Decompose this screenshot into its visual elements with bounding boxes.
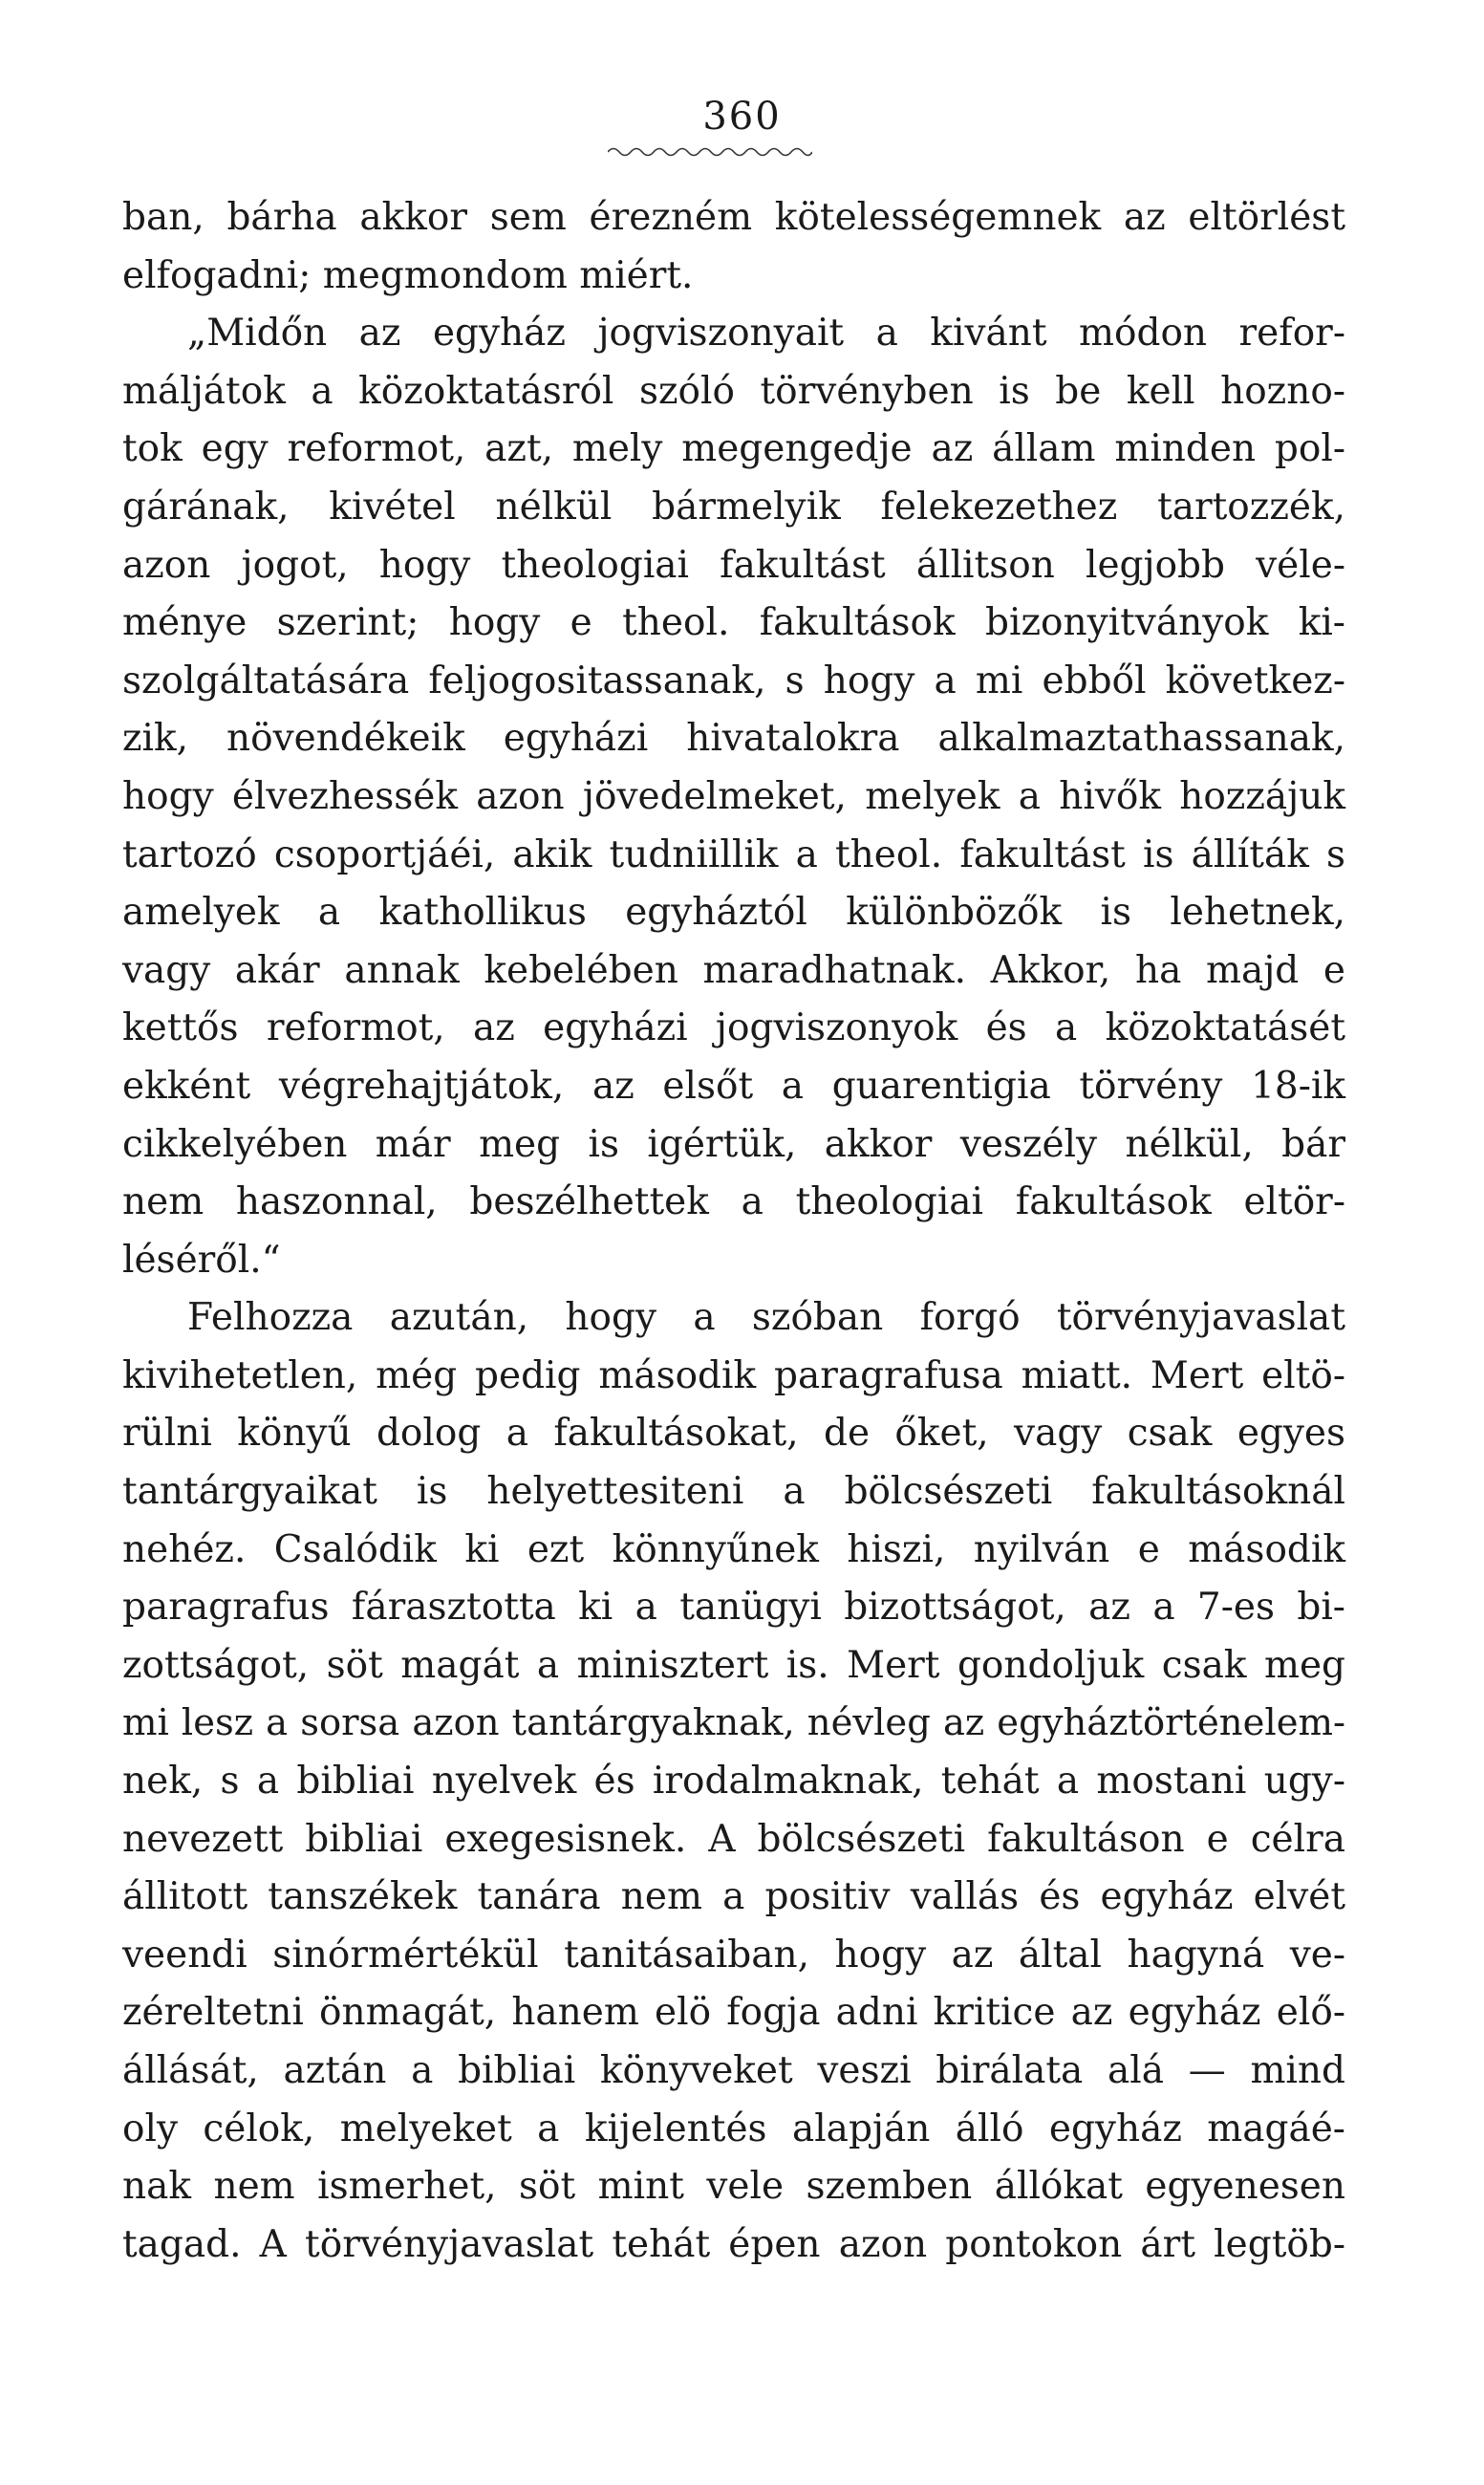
text-line: nehéz. Csalódik ki ezt könnyűnek hiszi, nyilván e második xyxy=(122,1527,1345,1571)
text-line: tagad. A törvényjavaslat tehát épen azon pontokon árt legtöb- xyxy=(122,2222,1345,2266)
text-line: léséről.“ xyxy=(122,1238,281,1282)
text-line: mi lesz a sorsa azon tantárgyaknak, névleg az egyháztörténelem- xyxy=(122,1701,1345,1745)
text-line: hogy élvezhessék azon jövedelmeket, melyek a hivők hozzájuk xyxy=(122,774,1345,818)
page-number: 360 xyxy=(702,95,782,139)
text-line: nem haszonnal, beszélhettek a theologiai fakultások eltör- xyxy=(122,1180,1345,1224)
text-line: tantárgyaikat is helyettesiteni a bölcsészeti fakultásoknál xyxy=(122,1470,1345,1514)
text-line: Felhozza azután, hogy a szóban forgó törvényjavaslat xyxy=(187,1296,1345,1340)
text-line: paragrafus fárasztotta ki a tanügyi bizottságot, az a 7-es bi- xyxy=(122,1586,1345,1630)
text-line: nevezett bibliai exegesisnek. A bölcsészeti fakultáson e célra xyxy=(122,1817,1345,1861)
text-line: zottságot, söt magát a minisztert is. Mert gondoljuk csak meg xyxy=(122,1643,1345,1687)
text-line: tartozó csoportjáéi, akik tudniillik a theol. fakultást is állíták s xyxy=(122,832,1345,876)
text-line: ménye szerint; hogy e theol. fakultások bizonyitványok ki- xyxy=(122,601,1345,645)
text-line: kivihetetlen, még pedig második paragrafusa miatt. Mert eltö- xyxy=(122,1353,1345,1397)
text-line: ban, bárha akkor sem érezném kötelességemnek az eltörlést xyxy=(122,196,1345,239)
body-text xyxy=(122,189,1345,2274)
text-line: ekként végrehajtjátok, az elsőt a guarentigia törvény 18-ik xyxy=(122,1064,1345,1108)
text-line: állitott tanszékek tanára nem a positiv vallás és egyház elvét xyxy=(122,1875,1345,1919)
text-line: nek, s a bibliai nyelvek és irodalmaknak, tehát a mostani ugy- xyxy=(122,1760,1345,1804)
text-line: azon jogot, hogy theologiai fakultást állitson legjobb véle- xyxy=(122,543,1345,587)
text-line: állását, aztán a bibliai könyveket veszi birálata alá — mind xyxy=(122,2049,1345,2092)
text-line: „Midőn az egyház jogviszonyait a kivánt módon refor- xyxy=(187,312,1345,356)
text-line: gárának, kivétel nélkül bármelyik felekezethez tartozzék, xyxy=(122,485,1345,529)
text-line: veendi sinórmértékül tanitásaiban, hogy az által hagyná ve- xyxy=(122,1933,1345,1977)
text-line: oly célok, melyeket a kijelentés alapján álló egyház magáé- xyxy=(122,2107,1345,2150)
text-line: zéreltetni önmagát, hanem elö fogja adni kritice az egyház elő- xyxy=(122,1991,1345,2035)
text-line: amelyek a kathollikus egyháztól különbözők is lehetnek, xyxy=(122,891,1345,935)
text-line: rülni könyű dolog a fakultásokat, de őket, vagy csak egyes xyxy=(122,1412,1345,1456)
text-line: kettős reformot, az egyházi jogviszonyok és a közoktatásét xyxy=(122,1006,1345,1050)
text-line: vagy akár annak kebelében maradhatnak. Akkor, ha majd e xyxy=(122,948,1345,992)
text-line: máljátok a közoktatásról szóló törvényben is be kell hozno- xyxy=(122,369,1345,413)
text-line: szolgáltatására feljogositassanak, s hogy a mi ebből következ- xyxy=(122,659,1345,702)
text-line: tok egy reformot, azt, mely megengedje az állam minden pol- xyxy=(122,427,1345,471)
text-line: elfogadni; megmondom miért. xyxy=(122,253,694,297)
text-line: zik, növendékeik egyházi hivatalokra alkalmaztathassanak, xyxy=(122,717,1345,761)
wavy-ornament xyxy=(608,145,812,159)
text-line: nak nem ismerhet, söt mint vele szemben állókat egyenesen xyxy=(122,2165,1345,2209)
text-line: cikkelyében már meg is igértük, akkor veszély nélkül, bár xyxy=(122,1122,1345,1166)
